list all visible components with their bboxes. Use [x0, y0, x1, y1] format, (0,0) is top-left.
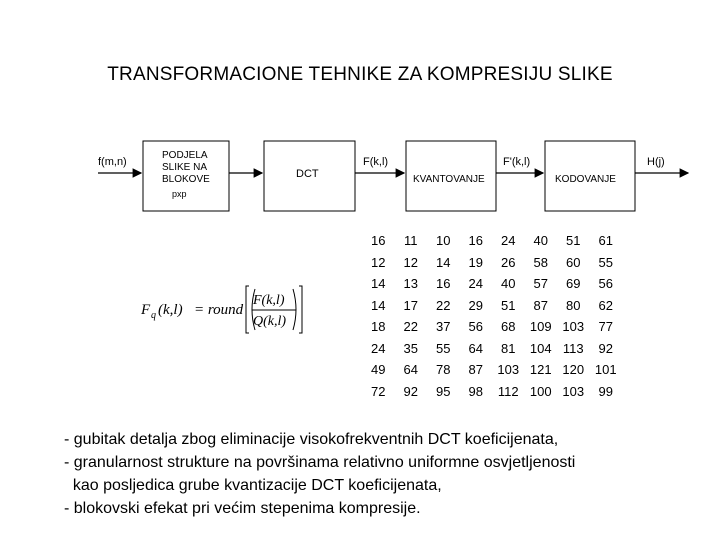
matrix-cell: 40 — [533, 233, 548, 248]
matrix-cell: 40 — [501, 276, 516, 291]
block1-line-2: SLIKE NA — [162, 162, 208, 173]
matrix-cell: 56 — [468, 319, 483, 334]
block1-line-1: PODJELA — [162, 150, 208, 161]
matrix-cell: 103 — [497, 362, 520, 377]
matrix-cell: 57 — [533, 276, 548, 291]
bullet-2: - granularnost strukture na površinama relativno uniformne osvjetljenosti — [64, 454, 576, 471]
matrix-cell: 10 — [436, 233, 451, 248]
matrix-cell: 14 — [436, 254, 451, 270]
matrix-cell: 103 — [562, 319, 585, 334]
matrix-cell: 113 — [562, 340, 584, 356]
matrix-cell: 24 — [371, 340, 386, 356]
formula-denominator: Q(k,l) — [253, 314, 287, 329]
bullet-list — [64, 428, 575, 520]
label-input: f(m,n) — [98, 156, 127, 168]
label-output: H(j) — [647, 156, 665, 168]
matrix-cell: 58 — [533, 254, 548, 270]
matrix-cell: 77 — [598, 319, 613, 334]
matrix-cell: 100 — [529, 383, 552, 399]
block1-line-3: BLOKOVE — [162, 174, 210, 185]
matrix-cell: 49 — [371, 362, 386, 377]
bracket-left — [246, 286, 249, 333]
slide-title: TRANSFORMACIONE TEHNIKE ZA KOMPRESIJU SLIKE — [107, 64, 613, 85]
matrix-cell: 12 — [371, 254, 386, 270]
matrix-cell: 92 — [403, 383, 418, 399]
matrix-cell: 104 — [529, 340, 552, 356]
matrix-cell: 24 — [501, 233, 516, 248]
matrix-cell: 18 — [371, 319, 386, 334]
matrix-cell: 121 — [529, 362, 552, 377]
matrix-cell: 14 — [371, 297, 386, 313]
matrix-cell: 120 — [562, 362, 585, 377]
matrix-cell: 22 — [436, 297, 451, 313]
block-kvantovanje-label: KVANTOVANJE — [413, 174, 485, 185]
matrix-cell: 51 — [501, 297, 516, 313]
matrix-cell: 99 — [598, 383, 613, 399]
label-fkl-prime: F'(k,l) — [503, 156, 531, 168]
matrix-cell: 37 — [436, 319, 451, 334]
matrix-cell: 13 — [403, 276, 418, 291]
matrix-cell: 62 — [598, 297, 613, 313]
matrix-cell: 55 — [598, 254, 613, 270]
formula-lhs: F — [141, 302, 151, 318]
matrix-cell: 87 — [468, 362, 483, 377]
matrix-cell: 60 — [566, 254, 581, 270]
matrix-cell: 56 — [598, 276, 613, 291]
matrix-cell: 35 — [403, 340, 418, 356]
matrix-cell: 12 — [403, 254, 418, 270]
matrix-cell: 78 — [436, 362, 451, 377]
quantization-formula — [140, 286, 302, 333]
matrix-cell: 109 — [529, 319, 552, 334]
matrix-cell: 103 — [562, 383, 585, 399]
matrix-cell: 95 — [436, 383, 451, 399]
matrix-cell: 16 — [468, 233, 483, 248]
block1-line-4: pxp — [172, 189, 187, 199]
matrix-cell: 98 — [468, 383, 483, 399]
matrix-cell: 24 — [468, 276, 483, 291]
formula-equals: = round — [194, 302, 244, 318]
matrix-cell: 87 — [533, 297, 548, 313]
bracket-right — [299, 286, 302, 333]
quantization-matrix — [362, 233, 624, 408]
matrix-cell: 112 — [497, 383, 519, 399]
matrix-cell: 72 — [371, 383, 386, 399]
matrix-cell: 26 — [501, 254, 516, 270]
block-kodovanje-label: KODOVANJE — [555, 174, 616, 185]
matrix-cell: 55 — [436, 340, 451, 356]
label-fkl: F(k,l) — [363, 156, 389, 168]
matrix-cell: 64 — [403, 362, 418, 377]
matrix-cell: 16 — [371, 233, 386, 248]
matrix-cell: 17 — [403, 297, 418, 313]
matrix-cell: 68 — [501, 319, 516, 334]
bullet-1: - gubitak detalja zbog eliminacije visokofrekventnih DCT koeficijenata, — [64, 431, 559, 448]
matrix-cell: 69 — [566, 276, 581, 291]
formula-numerator: F(k,l) — [253, 293, 285, 308]
matrix-cell: 80 — [566, 297, 581, 313]
matrix-cell: 61 — [598, 233, 613, 248]
matrix-cell: 101 — [594, 362, 617, 377]
formula-lhs-args: (k,l) — [158, 302, 183, 318]
matrix-cell: 81 — [501, 340, 516, 356]
matrix-cell: 22 — [403, 319, 418, 334]
matrix-cell: 29 — [468, 297, 483, 313]
matrix-cell: 19 — [468, 254, 483, 270]
block-dct-label: DCT — [296, 168, 319, 180]
matrix-cell: 14 — [371, 276, 386, 291]
matrix-cell: 16 — [436, 276, 451, 291]
matrix-cell: 11 — [404, 233, 418, 248]
bullet-3: - blokovski efekat pri većim stepenima kompresije. — [64, 500, 421, 517]
matrix-cell: 92 — [598, 340, 613, 356]
formula-lhs-sub: q — [151, 310, 156, 321]
bullet-2-continued: kao posljedica grube kvantizacije DCT koeficijenata, — [64, 477, 442, 494]
matrix-cell: 51 — [566, 233, 581, 248]
matrix-cell: 64 — [468, 340, 483, 356]
